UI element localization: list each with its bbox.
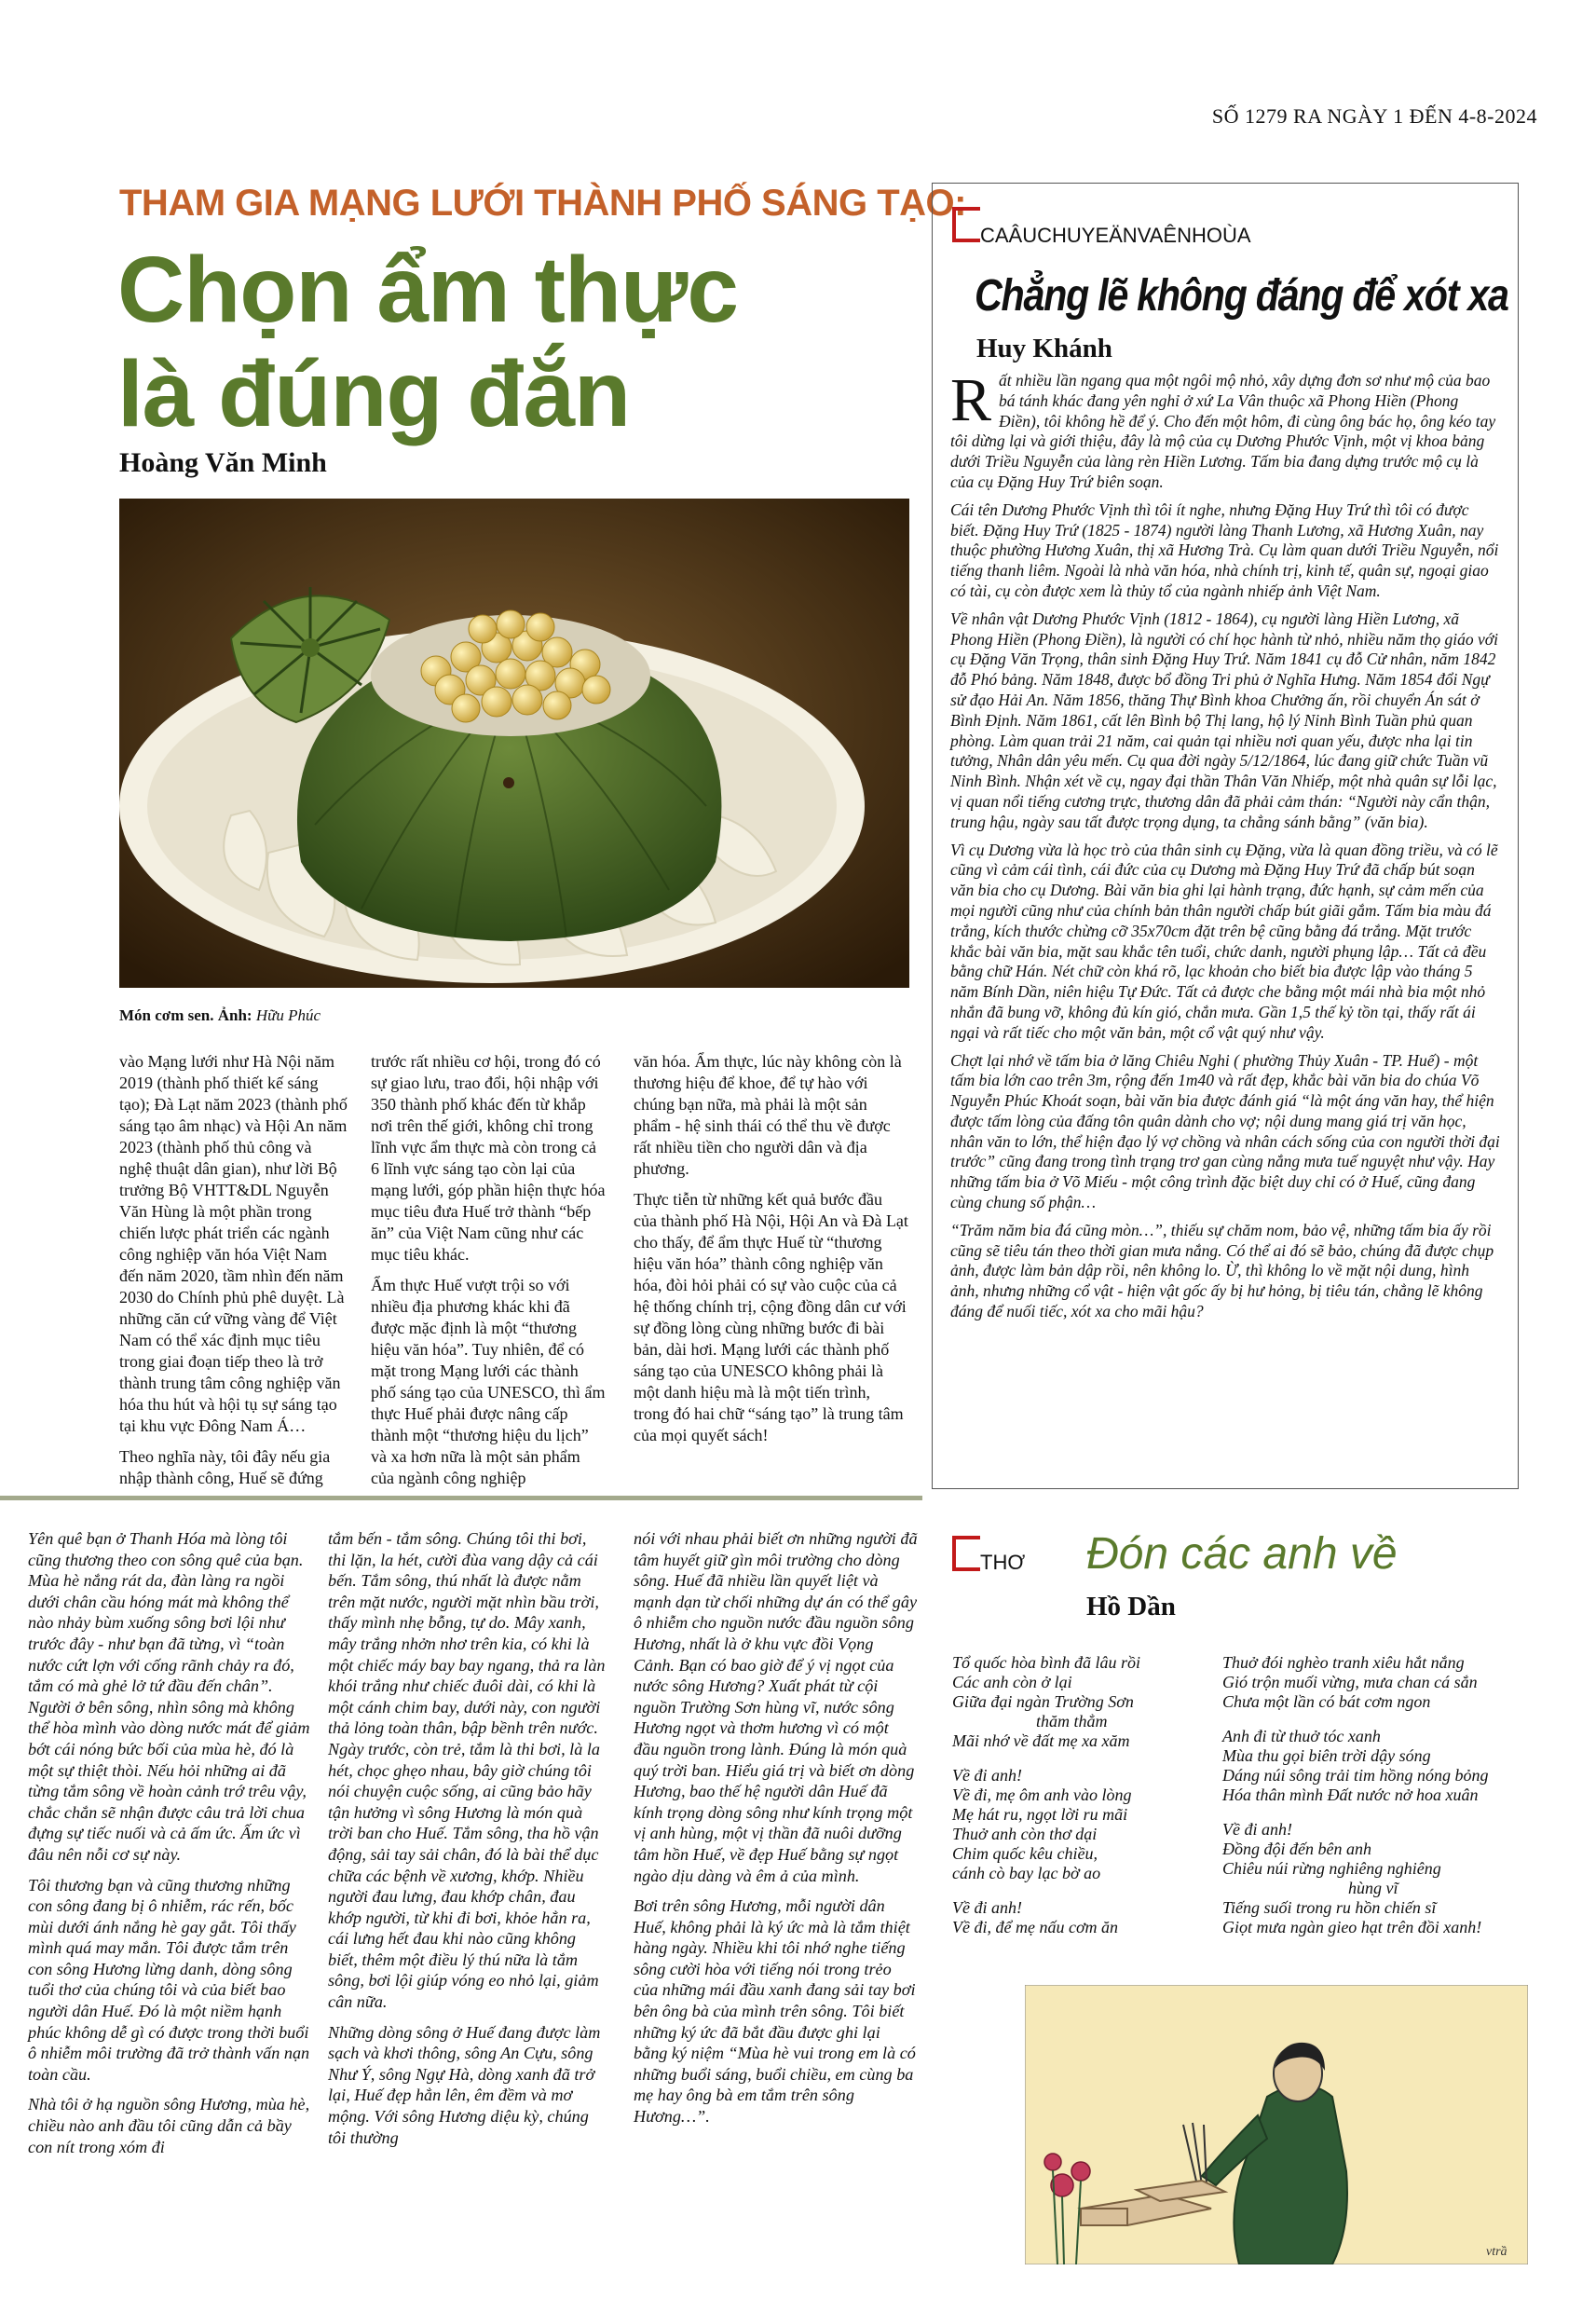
poem-line: Dáng núi sông trải tim hồng nóng bỏng xyxy=(1222,1766,1489,1785)
paragraph: Vì cụ Dương vừa là học trò của thân sinh cụ Đặng, vừa là quan đồng triều, và có lẽ cũng vì cảm cái tình, cái đức của cụ Dương mà Đặng Huy Trứ đã chấp bút soạn văn bia cho cụ Dương. Bài văn bia ghi lại hành trạng, đức hạnh, sự cảm mến của mọi người cũng như của chính bản thân người chấp bút giãi gắm. Tấm bia màu đá trắng, kích thước chừng cỡ 35x70cm đặt trên bệ cũng bằng đá trắng. Mặt trước khắc bài văn bia, mặt sau khắc tên tuổi, chức danh, người phụng lập… Tất cả đều bằng chữ Hán. Nét chữ còn khá rõ, lạc khoản cho biết bia được lập vào tháng 5 năm Bính Dần, niên hiệu Tự Đức. Tất cả được che bằng một mái nhà bia một nhỏ nhắn đã bung vỡ, không đủ kín gió, chắn mưa. Gần 1,5 thế kỷ tồn tại, thấy rất ái ngại và rất tiếc cho một văn bản, một cổ vật quý như vậy. xyxy=(950,840,1498,1042)
caption-label: Ảnh: xyxy=(217,1006,252,1024)
paragraph: Về nhân vật Dương Phước Vịnh (1812 - 1864), cụ người làng Hiền Lương, xã Phong Hiền (Phong Điền), là người có chí học hành từ nhỏ, nhiều năm thọ giáo với cụ Đặng Văn Trọng, thân sinh Đặng Huy Trứ. Năm 1841 cụ đỗ Cử nhân, năm 1842 đỗ Phó bảng. Năm 1848, được bổ đồng Tri phủ ở Nghĩa Hưng. Năm 1854 đổi Ngự sử đạo Hải An. Năm 1856, thăng Thự Bình khoa Chưởng ấn, rồi chuyển Án sát ở Bình Định. Năm 1861, cất lên Bình bộ Thị lang, hộ lý Ninh Bình Tuần phủ quan phòng. Làm quan trải 21 năm, cai quản tại nhiều nơi quan yếu, được nha lại tin tưởng, Nhân dân yêu mến. Cụ qua đời ngày 5/12/1864, lúc đang giữ chức Tuần vũ Ninh Bình. Nhận xét về cụ, ngay đại thần Thân Văn Nhiếp, một nhà quân sự lỗi lạc, vị quan nổi tiếng cương trực, thương dân đã phải cảm thán: “Người này cẩn thận, trung hậu, ngày sau tất được trọng dụng, ta chẳng sánh bằng” (văn bia). xyxy=(950,609,1498,831)
lotus-rice-illustration xyxy=(119,499,909,988)
headline-line-2: là đúng đắn xyxy=(117,342,631,446)
poem-section-tag: THƠ xyxy=(980,1551,1026,1574)
poem-line: Chiêu núi rừng nghiêng nghiêng xyxy=(1222,1859,1441,1878)
article-byline: Hoàng Văn Minh xyxy=(119,447,327,478)
poem-line: hùng vĩ xyxy=(1222,1879,1398,1897)
lotus-rice-photo xyxy=(119,499,909,988)
poem-right-column xyxy=(1222,1653,1530,1937)
poem-line: Về đi anh! xyxy=(952,1766,1022,1785)
article-kicker: THAM GIA MẠNG LƯỚI THÀNH PHỐ SÁNG TẠO: xyxy=(119,183,966,224)
poem-line: Thuở anh còn thơ dại xyxy=(952,1825,1098,1843)
article-column-1 xyxy=(119,1051,348,1498)
article-column-3 xyxy=(634,1051,908,1456)
paragraph: Tôi thương bạn và cũng thương những con sông đang bị ô nhiễm, rác rến, bốc mùi dưới ánh nắng hè gay gắt. Tôi thấy mình quá may mắn. Tôi được tắm trên con sông Hương lừng danh, dòng sông tuổi thơ của chúng tôi và của biết bao người dân Huế. Đó là một niềm hạnh phúc không dễ gì có được trong thời buổi ô nhiễm môi trường đã trở thành vấn nạn toàn cầu. xyxy=(28,1875,310,2084)
article-headline xyxy=(117,238,738,446)
caption-author: Hữu Phúc xyxy=(255,1006,321,1024)
paragraph: Những dòng sông ở Huế đang được làm sạch và khơi thông, sông An Cựu, sông Như Ý, sông Ngự Hà, dòng xanh đã trở lại, Huế đẹp hẳn lên, êm đềm và mơ mộng. Với sông Hương diệu kỳ, chúng tôi thường xyxy=(328,2022,601,2147)
paragraph xyxy=(950,366,1500,493)
poem-line: Gió trộn muối vừng, mưa chan cá sắn xyxy=(1222,1673,1478,1691)
paragraph-text: ất nhiều lần ngang qua một ngôi mộ nhỏ, xây dựng đơn sơ như mộ của bao bá tánh khác đang yên nghỉ ở xứ La Vân thuộc xã Phong Hiền (Phong Điền), tôi không hề để ý. Cho đến một hôm, đi cùng ông bác họ, ông kéo tay tôi dừng lại và giới thiệu, đây là mộ của cụ Dương Phước Vịnh, một vị khoa bảng dưới Triều Nguyễn của làng rèn Hiền Lương. Tấm bia đang dựng trước mộ cụ là của cụ Đặng Huy Trứ biên soạn. xyxy=(950,371,1496,491)
paragraph: Nhà tôi ở hạ nguồn sông Hương, mùa hè, chiều nào anh đầu tôi cũng dẫn cả bầy con nít trong xóm đi xyxy=(28,2095,310,2156)
poem-line: Hóa thân mình Đất nước nở hoa xuân xyxy=(1222,1785,1479,1804)
poem-line: Về đi anh! xyxy=(952,1898,1022,1917)
paragraph: tắm bến - tắm sông. Chúng tôi thi bơi, thi lặn, la hét, cười đùa vang dậy cả cái bến. Tắm sông, thú nhất là được nằm trên mặt nước, người mặt nhìn bầu trời, thấy mình nhẹ bỗng, tự do. Mây xanh, mây trắng nhởn nhơ trên kia, có khi là một chiếc máy bay bay ngang, thả ra làn khói trắng như chiếc đuôi dài, có khi là một cánh chim bay, dưới này, con người thả lỏng toàn thân, bập bềnh trên nước. Ngày trước, còn trẻ, tắm là thi bơi, là la hét, chọc ghẹo nhau, bây giờ chúng tôi nói chuyện cuộc sống, ai cũng bảo hãy tận hưởng vì sông Hương là món quà trời ban cho Huế. Tắm sông, tha hồ vận động, sải tay sải chân, đó là bài thể dục chữa các bệnh về xương, khớp. Nhiều người đau lưng, đau khớp chân, đau khớp người, từ khi đi bơi, khỏe hẳn ra, cái lưng hết đau khi nào cũng không biết, thêm một điều lý thú nữa là tắm sông, bơi lội giúp vóng eo nhỏ lại, giảm cân nữa. xyxy=(328,1529,606,2012)
poem-line: Tổ quốc hòa bình đã lâu rồi xyxy=(952,1653,1141,1672)
poem-line: Chưa một lần có bát cơm ngon xyxy=(1222,1692,1431,1711)
paragraph: nói với nhau phải biết ơn những người đã tâm huyết giữ gìn môi trường cho dòng sông. Huế đã nhiều lần quyết liệt và mạnh dạn từ chối những dự án có thể gây ô nhiễm cho nguồn nước đầu nguồn sông Hương, nhất là ở khu vực đồi Vọng Cảnh. Bạn có bao giờ để ý vị ngọt của nước sông Hương? Xuất phát từ cội nguồn Trường Sơn hùng vĩ, nước sông Hương ngọt và thơm hương vì có một đầu nguồn trong lành. Đúng là món quà quý trời ban. Hiểu giá trị và biết ơn dòng Hương, bao thế hệ người dân Huế đã kính trọng dòng sông như kính trọng một vị anh hùng, một vị thần đã nuôi dưỡng tâm hồn Huế, về đẹp Huế bằng sự ngọt ngào dịu dàng và êm ả của mình. xyxy=(634,1529,918,1885)
poem-line: Các anh còn ở lại xyxy=(952,1673,1072,1691)
poem-title: Đón các anh về xyxy=(1086,1529,1398,1579)
poem-line: Giữa đại ngàn Trường Sơn xyxy=(952,1692,1134,1711)
poem-illustration xyxy=(1025,1985,1528,2264)
mother-altar-illustration xyxy=(1025,1985,1528,2264)
poem-line: Thuở đói nghèo tranh xiêu hắt nắng xyxy=(1222,1653,1465,1672)
poem-line: Đồng đội đến bên anh xyxy=(1222,1840,1371,1858)
paragraph: văn hóa. Ẩm thực, lúc này không còn là thương hiệu để khoe, để tự hào với chúng bạn nữa, mà phải là một sản phẩm - hệ sinh thái có thể thu về được rất nhiều tiền cho người dân và địa phương. xyxy=(634,1052,902,1178)
headline-line-1: Chọn ẩm thực xyxy=(117,238,738,342)
poem-line: Mãi nhớ về đất mẹ xa xăm xyxy=(952,1731,1130,1750)
poem-line: Mẹ hát ru, ngọt lời ru mãi xyxy=(952,1805,1128,1824)
photo-caption xyxy=(119,1006,321,1025)
issue-line: SỐ 1279 RA NGÀY 1 ĐẾN 4-8-2024 xyxy=(1211,104,1537,128)
section-bracket-icon xyxy=(952,207,980,242)
poem-line: Về đi, mẹ ôm anh vào lòng xyxy=(952,1785,1132,1804)
illustration-signature: vtrầ xyxy=(1486,2245,1507,2259)
poem-line: Chim quốc kêu chiều, xyxy=(952,1844,1098,1863)
culture-story-byline: Huy Khánh xyxy=(976,334,1112,363)
caption-prefix: Món cơm sen. xyxy=(119,1006,214,1024)
poem-line: Giọt mưa ngàn gieo hạt trên đồi xanh! xyxy=(1222,1918,1482,1936)
paragraph: trước rất nhiều cơ hội, trong đó có sự giao lưu, trao đổi, hội nhập với 350 thành phố khác đến từ khắp nơi trên thế giới, không chỉ trong lĩnh vực ẩm thực mà còn trong cả 6 lĩnh vực sáng tạo còn lại của mạng lưới, góp phần hiện thực hóa mục tiêu đưa Huế trở thành “bếp ăn” của Việt Nam cũng như các mục tiêu khác. xyxy=(371,1052,606,1264)
poem-line: Mùa thu gọi biên trời dậy sóng xyxy=(1222,1746,1431,1765)
section-separator xyxy=(0,1496,922,1500)
poem-line: cánh cò bay lạc bờ ao xyxy=(952,1864,1101,1882)
paragraph: Chợt lại nhớ về tấm bia ở lăng Chiêu Nghi ( phường Thủy Xuân - TP. Huế) - một tấm bia lớn cao trên 3m, rộng đến 1m40 và rất đẹp, khắc bài văn bia do chúa Võ Nguyễn Phúc Khoát soạn, bài văn bia được đánh giá “là một áng văn hay, thể hiện được tấm lòng của đấng tôn quân dành cho vợ; nội dung mang giá trị văn học, nhân văn to lớn, thể hiện đạo lý vợ chồng và nhân cách sống của con người thời đại trước” cũng đang trong tình trạng trơ gan cùng nắng mưa tuế nguyệt như vậy. Hay những tấm bia ở Võ Miếu - một công trình đặc biệt duy chỉ có ở Huế, cũng đang cùng chung số phận… xyxy=(950,1050,1500,1212)
paragraph: Bơi trên sông Hương, mỗi người dân Huế, không phải là ký ức mà là tắm thiệt hàng ngày. Nhiều khi tôi nhớ nghe tiếng sông cười hòa với tiếng nói trong trẻo của những mái đầu xanh đang sải tay bơi bên ông bà của mình trên sông. Tôi biết những ký ức đã bắt đầu được ghi lại bằng ký niệm “Mùa hè vui trong em là có những buổi sáng, buổi chiều, em cùng ba mẹ hay ông bà em tắm trên sông Hương…”. xyxy=(634,1896,916,2127)
poem-left-column xyxy=(952,1653,1213,1937)
poem-author: Hồ Dần xyxy=(1086,1592,1176,1621)
essay-column-3 xyxy=(634,1528,918,2137)
paragraph: “Trăm năm bia đá cũng mòn…”, thiếu sự chăm nom, bảo vệ, những tấm bia ấy rồi cũng sẽ tiêu tán theo thời gian mưa nắng. Có thể ai đó sẽ bảo, chúng đã được chụp ảnh, được làm bản dập rồi, nên không lo. Ừ, thì không lo về mặt nội dung, hình ảnh, nhưng những cổ vật - hiện vật gốc ấy bị hư hỏng, bị tiêu tán, chẳng lẽ không đáng để nuối tiếc, xót xa cho mãi hậu? xyxy=(950,1220,1494,1321)
poem-line: Tiếng suối trong ru hồn chiến sĩ xyxy=(1222,1898,1437,1917)
paragraph: vào Mạng lưới như Hà Nội năm 2019 (thành phố thiết kế sáng tạo); Đà Lạt năm 2023 (thành phố sáng tạo âm nhạc) và Hội An năm 2023 (thành phố thủ công và nghệ thuật dân gian), như lời Bộ trưởng Bộ VHTT&DL Nguyễn Văn Hùng là một phần trong chiến lược phát triển các ngành công nghiệp văn hóa Việt Nam đến năm 2020, tầm nhìn đến năm 2030 do Chính phủ phê duyệt. Là những căn cứ vững vàng để Việt Nam có thể xác định mục tiêu trong giai đoạn tiếp theo là trở thành trung tâm công nghiệp văn hóa thu hút và hội tụ sự sáng tạo tại khu vực Đông Nam Á… xyxy=(119,1052,348,1435)
paragraph: Cái tên Dương Phước Vịnh thì tôi ít nghe, nhưng Đặng Huy Trứ thì tôi có được biết. Đặng Huy Trứ (1825 - 1874) người làng Thanh Lương, xã Hương Xuân, nay thuộc phường Hương Xuân, thị xã Hương Trà. Cụ làm quan dưới Triều Nguyễn, nổi tiếng thanh liêm. Ngoài là nhà văn hóa, nhà chính trị, kinh tế, quân sự, ngoại giao có tài, cụ còn được xem là thủy tổ của ngành nhiếp ảnh Việt Nam. xyxy=(950,499,1499,600)
essay-column-1 xyxy=(28,1528,312,2167)
paragraph: Thực tiễn từ những kết quả bước đầu của thành phố Hà Nội, Hội An và Đà Lạt cho thấy, để ẩm thực Huế từ “thương hiệu văn hóa” thành công nghiệp văn hóa, đòi hỏi phải có sự vào cuộc của cả hệ thống chính trị, cộng đồng dân cư với sự đồng lòng cùng những bước đi bài bản, dài hơi. Mạng lưới các thành phố sáng tạo của UNESCO không phải là một danh hiệu mà là một tiến trình, trong đó hai chữ “sáng tạo” là trung tâm của mọi quyết sách! xyxy=(634,1190,908,1444)
poem-line: Anh đi từ thuở tóc xanh xyxy=(1222,1727,1381,1745)
paragraph: Yên quê bạn ở Thanh Hóa mà lòng tôi cũng thương theo con sông quê của bạn. Mùa hè nắng rát da, đàn làng ra ngồi dưới chân cầu hóng mát mà không thể nào nhảy bùm xuống sông bơi lội như trước đây - như bạn đã từng, vì “toàn nước cứt lợn với cống rãnh chảy ra đó, tắm có mà ghẻ lở tứ đầu đến chân”. Người ở bên sông, nhìn sông mà không thể hòa mình vào dòng nước mát để giảm bớt cái nóng bức bối của mùa hè, đó là một sự thiệt thòi. Nếu hỏi những ai đã từng tắm sông về hoàn cảnh trớ trêu vậy, chắc chắn sẽ nhận được câu trả lời chua đựng sự tiếc nuối và cả ấm ức. Ấm ức vì đâu nên nỗi cơ sự này. xyxy=(28,1529,310,1864)
culture-story-title: Chẳng lẽ không đáng để xót xa xyxy=(975,271,1508,321)
section-bracket-icon xyxy=(952,1536,980,1571)
poem-line: Về đi anh! xyxy=(1222,1820,1292,1839)
culture-section-tag: CAÂUCHUYEÄNVAÊNHOÙA xyxy=(980,224,1251,247)
poem-line: Về đi, để mẹ nấu cơm ăn xyxy=(952,1918,1119,1936)
paragraph: Theo nghĩa này, tôi đây nếu gia nhập thành công, Huế sẽ đứng xyxy=(119,1447,331,1487)
culture-story-body xyxy=(950,366,1500,1330)
article-column-2 xyxy=(371,1051,606,1498)
dropcap: R xyxy=(950,366,992,434)
essay-column-2 xyxy=(328,1528,607,2157)
poem-line: thăm thẳm xyxy=(952,1712,1108,1731)
paragraph: Ẩm thực Huế vượt trội so với nhiều địa phương khác khi đã được mặc định là một “thương hiệu văn hóa”. Tuy nhiên, để có mặt trong Mạng lưới các thành phố sáng tạo của UNESCO, thì ẩm thực Huế phải được nâng cấp thành một “thương hiệu du lịch” và xa hơn nữa là một sản phẩm của ngành công nghiệp xyxy=(371,1276,606,1487)
